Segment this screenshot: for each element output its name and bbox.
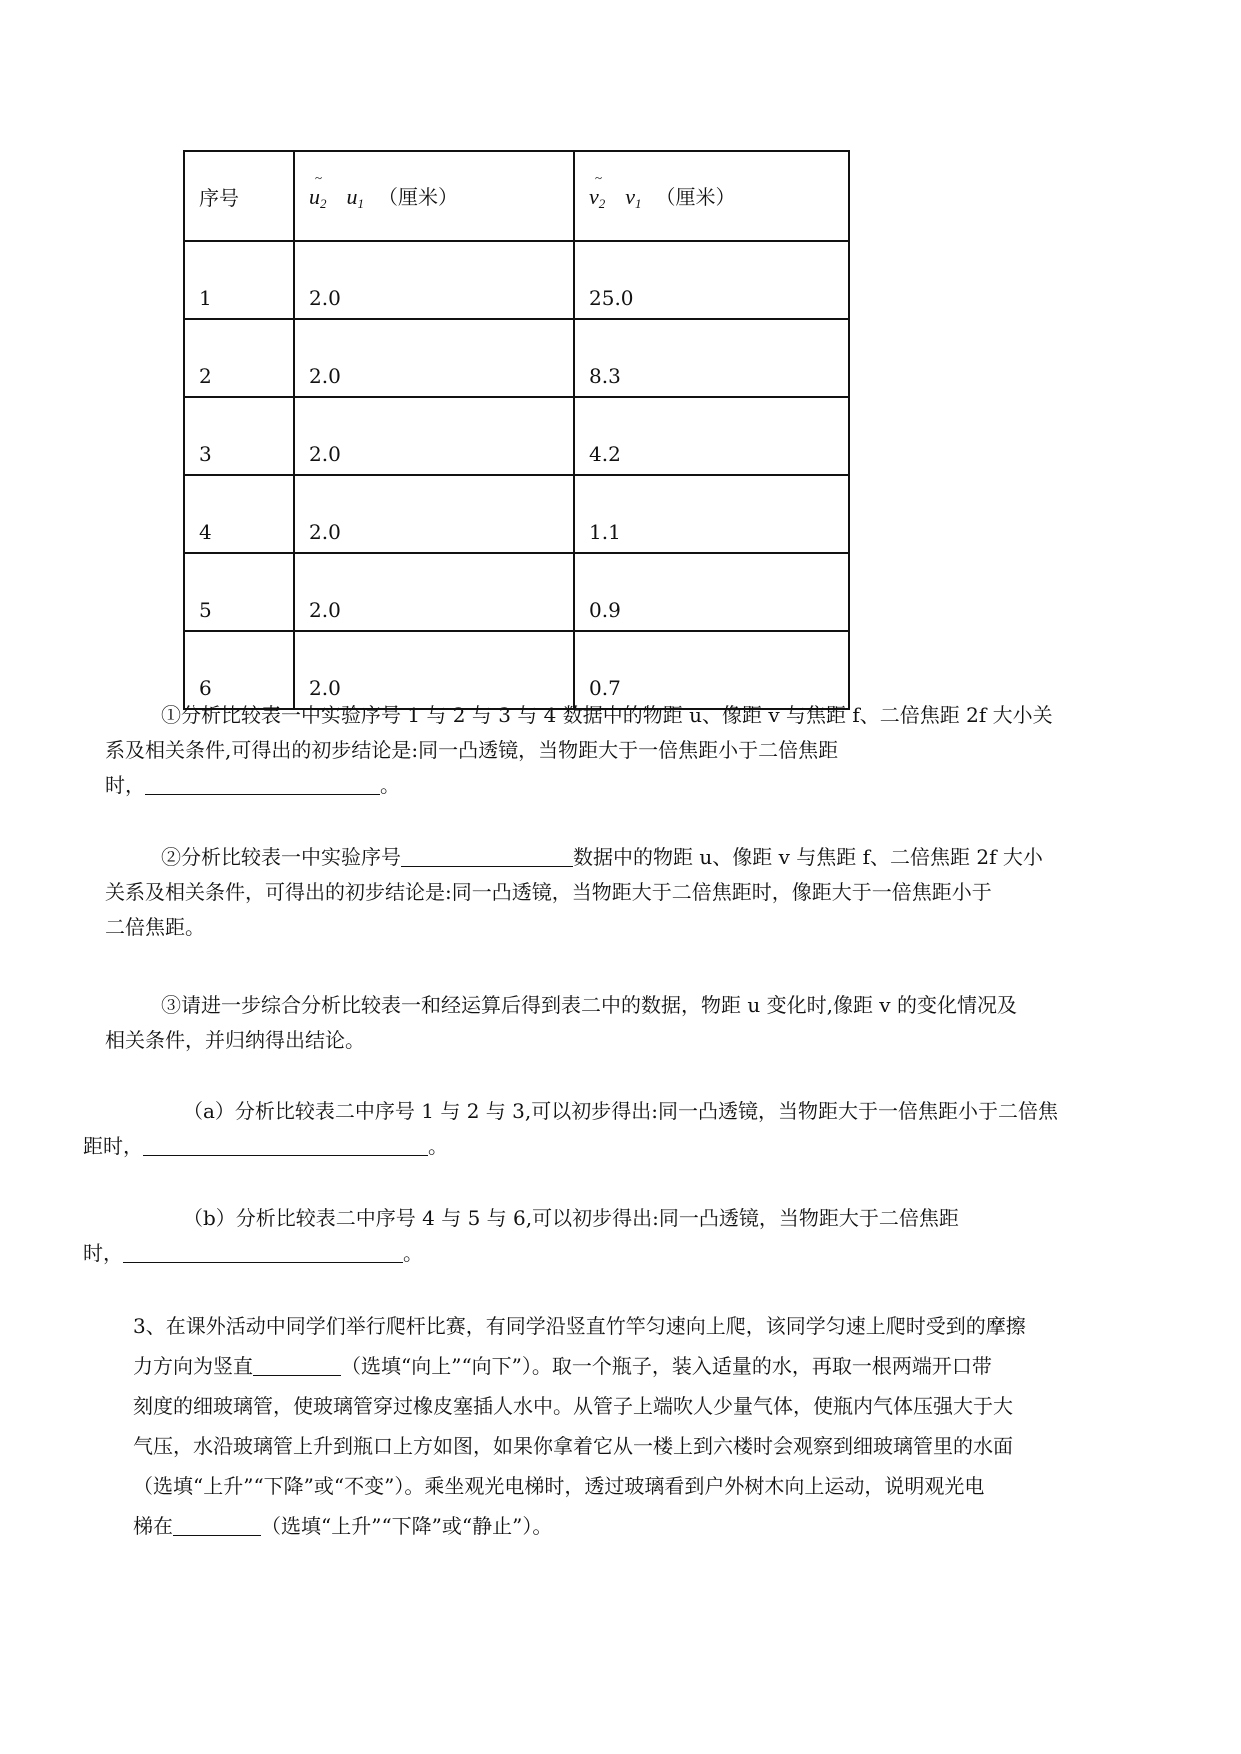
table-row (184, 475, 849, 553)
u2-symbol: ~ $u_2$ (309, 184, 327, 209)
question-3b: （b）分析比较表二中序号 4 与 5 与 6,可以初步得出:同一凸透镜，当物距大于二倍焦距 时， 。 (83, 1206, 959, 1265)
row-u-diff: 2.0 (294, 319, 574, 397)
row-u-diff: 2.0 (294, 475, 574, 553)
question-4: 3、在课外活动中同学们举行爬杆比赛，有同学沿竖直竹竿匀速向上爬，该同学匀速上爬时受到的摩擦 力方向为竖直 （选填“向上”“向下”）。取一个瓶子，装入适量的水，再取一根两端开口带 刻度的细玻璃管，使玻璃管穿过橡皮塞插人水中。从管子上端吹人少量气体，使瓶内气体压强大于大 气压，水沿玻璃管上升到瓶口上方如图，如果你拿着它从一楼上到六楼时会观察到细玻璃管里的水面 （选填“上升”“下降”或“不变”）。乘坐观光电梯时，透过玻璃看到户外树木向上运动，说明观光电 梯在 （选填“上升”“下降”或“静止”）。 (133, 1314, 1026, 1538)
answer-blank-3b[interactable] (123, 1240, 403, 1263)
row-index: 5 (184, 553, 294, 631)
table-row (184, 553, 849, 631)
answer-blank-4a[interactable] (253, 1353, 341, 1376)
row-index: 4 (184, 475, 294, 553)
u-unit: （厘米） (378, 184, 458, 209)
row-index: 6 (184, 631, 294, 709)
table-header-row (184, 151, 849, 241)
answer-blank-1[interactable] (145, 772, 380, 795)
table-row (184, 397, 849, 475)
table-row (184, 319, 849, 397)
question-1: ①分析比较表一中实验序号 1 与 2 与 3 与 4 数据中的物距 u、像距 v 与焦距 f、二倍焦距 2f 大小关 系及相关条件,可得出的初步结论是:同一凸透镜，当物距大于一倍焦距小于二倍焦距 时， 。 (105, 703, 1053, 797)
v1-symbol: $v_1$ (625, 183, 642, 211)
data-table (183, 150, 850, 710)
v2-symbol: ~ $v_2$ (589, 184, 605, 209)
row-v-diff: 4.2 (574, 397, 849, 475)
row-v-diff: 0.9 (574, 553, 849, 631)
header-v-diff (574, 151, 849, 241)
row-u-diff: 2.0 (294, 241, 574, 319)
answer-blank-4b[interactable] (173, 1513, 261, 1536)
question-3: ③请进一步综合分析比较表一和经运算后得到表二中的数据，物距 u 变化时,像距 v 的变化情况及 相关条件，并归纳得出结论。 (105, 993, 1017, 1052)
row-v-diff: 0.7 (574, 631, 849, 709)
table-row (184, 241, 849, 319)
header-u-diff (294, 151, 574, 241)
v-unit: （厘米） (655, 184, 736, 209)
u1-symbol: $u_1$ (346, 183, 364, 211)
header-index: 序号 (184, 151, 294, 241)
row-v-diff: 25.0 (574, 241, 849, 319)
row-index: 1 (184, 241, 294, 319)
question-2: ②分析比较表一中实验序号 数据中的物距 u、像距 v 与焦距 f、二倍焦距 2f 大小 关系及相关条件，可得出的初步结论是:同一凸透镜，当物距大于二倍焦距时，像距大于一倍焦距小于 二倍焦距。 (105, 845, 1043, 939)
question-3a: （a）分析比较表二中序号 1 与 2 与 3,可以初步得出:同一凸透镜，当物距大于一倍焦距小于二倍焦 距时， 。 (83, 1099, 1058, 1158)
answer-blank-3a[interactable] (143, 1133, 428, 1156)
row-u-diff: 2.0 (294, 553, 574, 631)
row-v-diff: 8.3 (574, 319, 849, 397)
row-u-diff: 2.0 (294, 631, 574, 709)
answer-blank-2[interactable] (401, 844, 573, 867)
row-u-diff: 2.0 (294, 397, 574, 475)
row-v-diff: 1.1 (574, 475, 849, 553)
row-index: 3 (184, 397, 294, 475)
row-index: 2 (184, 319, 294, 397)
